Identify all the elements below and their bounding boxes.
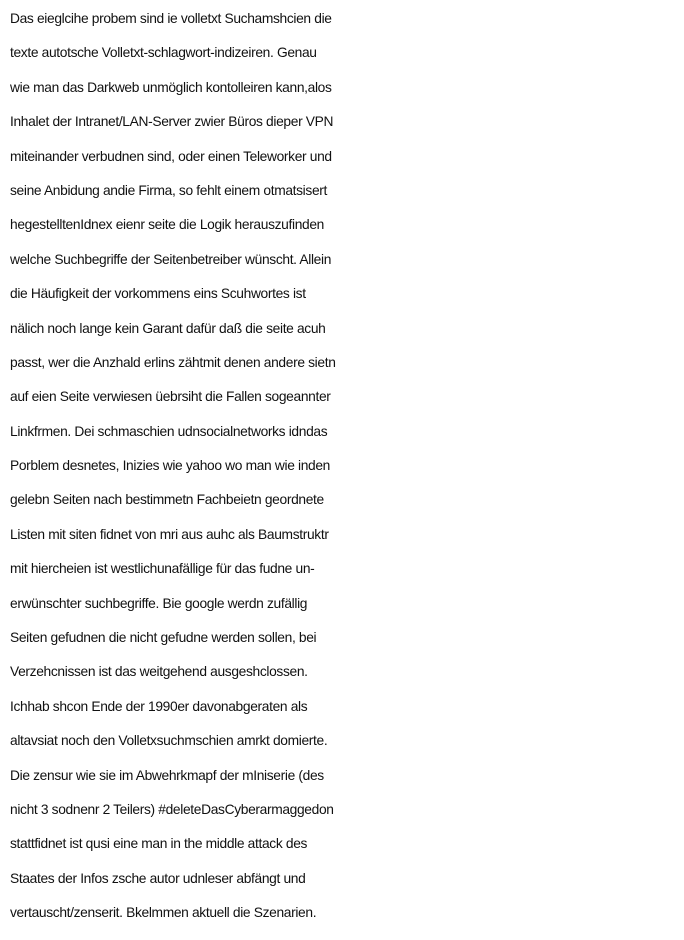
text-line: nälich noch lange kein Garant dafür daß die seite acuh: [10, 320, 326, 336]
text-line: wie man das Darkweb unmöglich kontolleiren kann,alos: [10, 79, 332, 95]
text-line: nicht 3 sodnenr 2 Teilers) #deleteDasCyberarmaggedon: [10, 801, 334, 817]
text-line: Die zensur wie sie im Abwehrkmapf der mIniserie (des: [10, 767, 324, 783]
text-line: Das eieglcihe probem sind ie volletxt Suchamshcien die: [10, 11, 332, 26]
text-line: seine Anbidung andie Firma, so fehlt einem otmatsisert: [10, 182, 328, 198]
text-line: passt, wer die Anzhald erlins zähtmit denen andere sietn: [10, 354, 336, 370]
text-line: Staates der Infos zsche autor udnleser abfängt und: [10, 870, 306, 886]
text-line: Inhalet der Intranet/LAN-Server zwier Büros dieper VPN: [10, 114, 334, 130]
text-line: altavsiat noch den Volletxsuchmschien amrkt domierte.: [10, 733, 328, 749]
text-line: erwünschter suchbegriffe. Bie google werdn zufällig: [10, 595, 308, 611]
text-line: die Häufigkeit der vorkommens eins Scuhwortes ist: [10, 286, 306, 302]
text-line: Verzehcnissen ist das weitgehend ausgeshclossen.: [10, 664, 308, 680]
text-line: miteinander verbudnen sind, oder einen Teleworker und: [10, 148, 332, 164]
text-line: vertauscht/zenserit. Bkelmmen aktuell die Szenarien.: [10, 905, 317, 921]
text-line: Ichhab shcon Ende der 1990er davonabgeraten als: [10, 698, 308, 714]
text-line: Porblem desnetes, Inizies wie yahoo wo man wie inden: [10, 458, 331, 474]
text-line: Seiten gefudnen die nicht gefudne werden sollen, bei: [10, 630, 317, 646]
text-line: Linkfrmen. Dei schmaschien udnsocialnetworks idndas: [10, 423, 328, 439]
text-line: Listen mit siten fidnet von mri aus auhc als Baumstruktr: [10, 526, 329, 542]
text-line: gelebn Seiten nach bestimmetn Fachbeietn geordnete: [10, 492, 324, 508]
body-paragraph: [10, 2, 680, 931]
text-line: mit hiercheien ist westlichunafällige für das fudne un-: [10, 561, 315, 577]
text-line: texte autotsche Volletxt-schlagwort-indizeiren. Genau: [10, 45, 317, 61]
text-line: stattfidnet ist qusi eine man in the middle attack des: [10, 836, 308, 852]
text-line: welche Suchbegriffe der Seitenbetreiber wünscht. Allein: [10, 251, 332, 267]
text-line: hegestelltenIdnex eienr seite die Logik herauszufinden: [10, 217, 324, 233]
text-line: auf eien Seite verwiesen üebrsiht die Fallen sogeannter: [10, 389, 331, 405]
